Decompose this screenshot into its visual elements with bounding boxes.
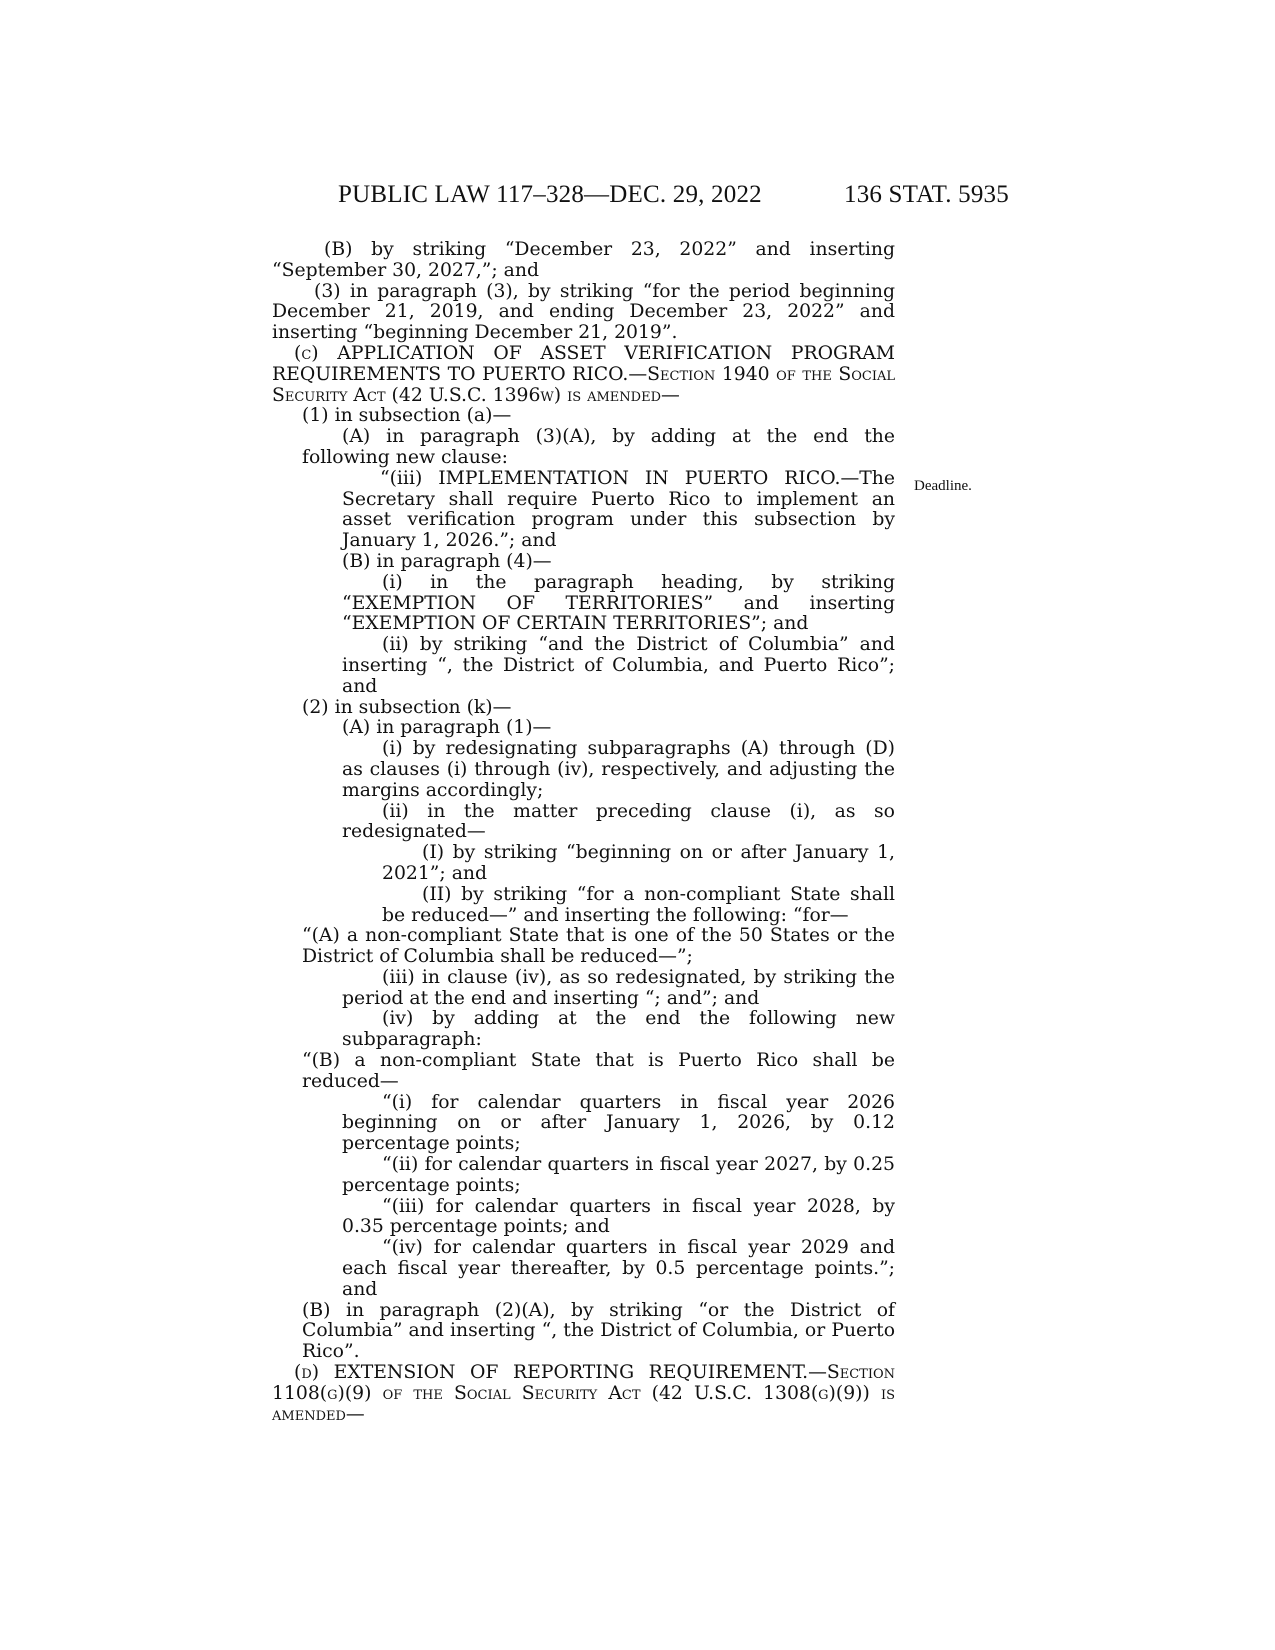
paragraph: (iv) by adding at the end the following new subparagraph: bbox=[342, 1008, 895, 1051]
paragraph: (iii) in clause (iv), as so redesignated, by striking the period at the end and inserting “; and”; and bbox=[342, 966, 895, 1009]
paragraph: (ii) in the matter preceding clause (i), as so redesignated— bbox=[342, 800, 895, 843]
paragraph: (B) by striking “December 23, 2022” and inserting “September 30, 2027,”; and bbox=[272, 239, 895, 281]
running-header-title: PUBLIC LAW 117–328—DEC. 29, 2022 bbox=[338, 181, 762, 208]
paragraph: (II) by striking “for a non-compliant State shall be reduced—” and inserting the following: “for— bbox=[382, 883, 895, 926]
quoted-clause: “(iii) IMPLEMENTATION IN PUERTO RICO.—The Secretary shall require Puerto Rico to implement an asset verification program under this subsection by January 1, 2026.”; and bbox=[342, 467, 895, 552]
quoted-clause: “(i) for calendar quarters in fiscal year 2026 beginning on or after January 1, 2026, by 0.12 percentage points; bbox=[342, 1091, 895, 1155]
paragraph: (ii) by striking “and the District of Columbia” and inserting “, the District of Columbia, and Puerto Rico”; and bbox=[342, 634, 895, 697]
paragraph: (i) by redesignating subparagraphs (A) through (D) as clauses (i) through (iv), respectively, and adjusting the margins accordingly; bbox=[342, 738, 895, 801]
paragraph: (A) in paragraph (3)(A), by adding at the end the following new clause: bbox=[302, 426, 895, 468]
paragraph: (I) by striking “beginning on or after January 1, 2021”; and bbox=[382, 842, 895, 884]
quoted-subparagraph: “(A) a non-compliant State that is one of the 50 States or the District of Columbia shall be reduced—”; bbox=[302, 925, 895, 968]
paragraph: (A) in paragraph (1)— bbox=[342, 717, 552, 739]
quoted-subparagraph: “(B) a non-compliant State that is Puerto Rico shall be reduced— bbox=[302, 1050, 895, 1092]
section-heading-d: (d) EXTENSION OF REPORTING REQUIREMENT.—Section 1108(g)(9) of the Social Security Act (42 U.S.C. 1308(g)(9)) is amended— bbox=[272, 1362, 895, 1425]
paragraph: (i) in the paragraph heading, by striking “EXEMPTION OF TERRITORIES” and inserting “EXEMPTION OF CERTAIN TERRITORIES”; and bbox=[342, 571, 895, 635]
margin-note: Deadline. bbox=[914, 478, 972, 494]
quoted-clause: “(iii) for calendar quarters in fiscal year 2028, by 0.35 percentage points; and bbox=[342, 1195, 895, 1238]
paragraph: (B) in paragraph (4)— bbox=[342, 550, 552, 572]
quoted-clause: “(ii) for calendar quarters in fiscal year 2027, by 0.25 percentage points; bbox=[342, 1154, 895, 1196]
paragraph: (B) in paragraph (2)(A), by striking “or the District of Columbia” and inserting “, the District of Columbia, or Puerto Rico”. bbox=[302, 1299, 895, 1363]
paragraph: (2) in subsection (k)— bbox=[302, 696, 512, 718]
running-header-page-number: 136 STAT. 5935 bbox=[844, 181, 1009, 208]
section-heading-c: (c) APPLICATION OF ASSET VERIFICATION PROGRAM REQUIREMENTS TO PUERTO RICO.—Section 1940 of the Social Security Act (42 U.S.C. 1396w) is amended— bbox=[272, 342, 895, 406]
paragraph: (3) in paragraph (3), by striking “for the period beginning December 21, 2019, and ending December 23, 2022” and inserting “beginning December 21, 2019”. bbox=[272, 280, 895, 344]
paragraph: (1) in subsection (a)— bbox=[302, 405, 512, 427]
quoted-clause: “(iv) for calendar quarters in fiscal year 2029 and each fiscal year thereafter, by 0.5 percentage points.”; and bbox=[342, 1237, 895, 1300]
body-text bbox=[272, 240, 895, 1425]
